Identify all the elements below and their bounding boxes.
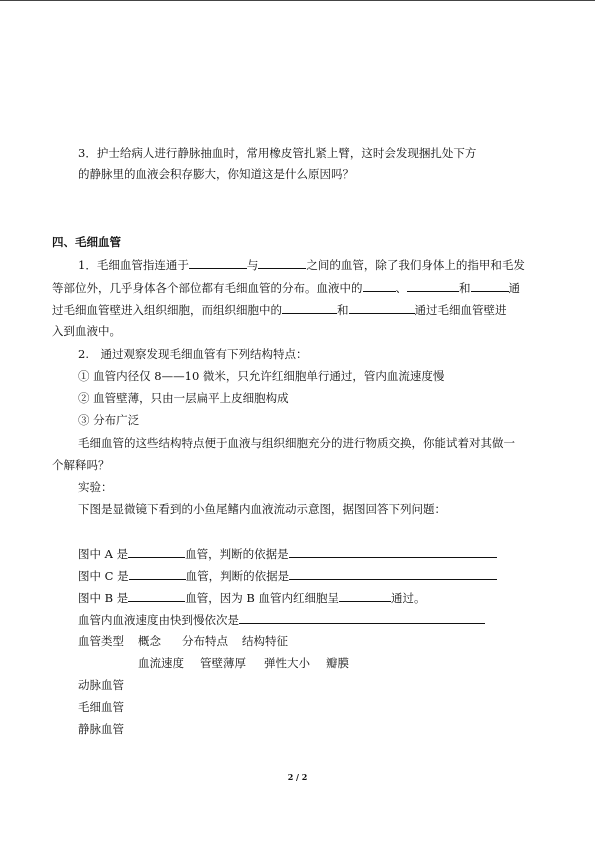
fill-text: 图中 B 是 [78, 591, 129, 605]
p1-text: 和 [459, 281, 471, 295]
p1-line-2 [52, 280, 520, 295]
fill-line-order [78, 612, 485, 627]
fill-text: 图中 C 是 [78, 569, 129, 583]
p2-question-line-2: 个解释吗？ [52, 458, 110, 472]
blank-field[interactable] [349, 302, 415, 314]
blank-field[interactable] [128, 546, 185, 558]
p1-text: 通 [508, 281, 520, 295]
blank-field[interactable] [363, 280, 396, 292]
blank-field[interactable] [239, 612, 485, 624]
q3-line-2: 的静脉里的血液会积存膨大，你知道这是什么原因吗？ [78, 167, 354, 181]
fill-line-a [78, 546, 497, 561]
col-vessel-type: 血管类型 [78, 634, 124, 648]
table-row-vein: 静脉血管 [78, 722, 124, 736]
p1-text: 1．毛细血管指连通于 [78, 258, 189, 272]
blank-field[interactable] [289, 546, 497, 558]
col-wall-thickness: 管壁薄厚 [200, 656, 246, 670]
p2-item-3: ③ 分布广泛 [78, 413, 140, 427]
blank-field[interactable] [289, 568, 497, 580]
experiment-label: 实验： [78, 480, 113, 494]
col-concept: 概念 [138, 634, 161, 648]
blank-field[interactable] [189, 257, 247, 269]
fill-line-b [78, 590, 426, 605]
fill-text: 血管内血液速度由快到慢依次是 [78, 613, 239, 627]
col-distribution: 分布特点 [182, 634, 228, 648]
table-header-2 [138, 656, 349, 670]
q3-line-1: 3．护士给病人进行静脉抽血时，常用橡皮管扎紧上臂，这时会发现捆扎处下方 [78, 146, 477, 160]
p1-text: 与 [246, 258, 259, 272]
col-elasticity: 弹性大小 [264, 656, 310, 670]
header-rule [0, 0, 595, 1]
p1-text: 和 [337, 303, 349, 317]
p2-item-2: ② 血管壁薄，只由一层扁平上皮细胞构成 [78, 391, 289, 405]
blank-field[interactable] [407, 280, 459, 292]
fill-text: 血管，判断的依据是 [185, 569, 290, 583]
fill-text: 血管，因为 B 血管内红细胞呈 [185, 591, 340, 605]
section-heading: 四、毛细血管 [52, 235, 121, 249]
blank-field[interactable] [471, 280, 509, 292]
p1-text: 过毛细血管壁进入组织细胞，而组织细胞中的 [52, 303, 282, 317]
p1-line-4: 入到血液中。 [52, 324, 121, 338]
p1-text: 、 [395, 281, 407, 295]
page-number: 2 / 2 [287, 772, 308, 782]
fill-text: 血管，判断的依据是 [185, 547, 289, 561]
blank-field[interactable] [258, 257, 306, 269]
fill-line-c [78, 568, 497, 583]
col-valve: 瓣膜 [326, 656, 349, 670]
blank-field[interactable] [128, 590, 185, 602]
blank-field[interactable] [129, 568, 186, 580]
blank-field[interactable] [339, 590, 391, 602]
p2-question-line-1: 毛细血管的这些结构特点便于血液与组织细胞充分的进行物质交换，你能试着对其做一 [78, 436, 515, 450]
table-row-artery: 动脉血管 [78, 678, 124, 692]
p2-intro: 2. 通过观察发现毛细血管有下列结构特点： [78, 347, 308, 361]
p1-line-3 [52, 302, 507, 317]
blank-field[interactable] [282, 302, 337, 314]
fill-text: 通过。 [391, 591, 426, 605]
p1-text: 通过毛细血管壁进 [414, 303, 507, 317]
col-structure: 结构特征 [242, 634, 288, 648]
p1-text: 等部位外，几乎身体各个部位都有毛细血管的分布。血液中的 [52, 281, 363, 295]
p1-text: 之间的血管，除了我们身体上的指甲和毛发 [306, 258, 525, 272]
col-flow-speed: 血流速度 [138, 656, 184, 670]
table-header-1 [78, 634, 288, 648]
fill-text: 图中 A 是 [78, 547, 129, 561]
experiment-desc: 下图是显微镜下看到的小鱼尾鳍内血液流动示意图，据图回答下列问题： [78, 502, 446, 516]
p1-line-1 [78, 257, 525, 272]
table-row-capillary: 毛细血管 [78, 700, 124, 714]
p2-item-1: ① 血管内径仅 8——10 微米，只允许红细胞单行通过，管内血流速度慢 [78, 369, 445, 383]
